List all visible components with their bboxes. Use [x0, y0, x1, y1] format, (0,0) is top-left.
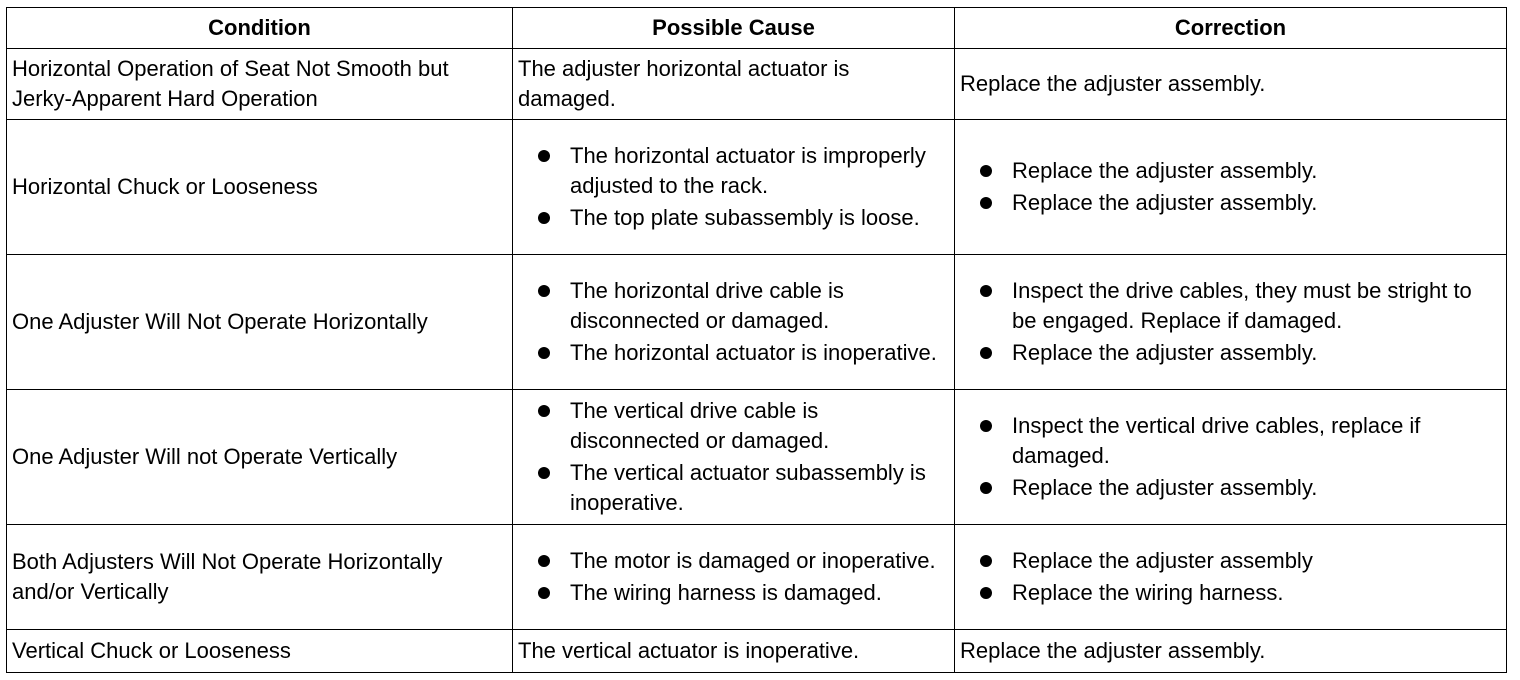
header-correction: Correction	[955, 8, 1507, 49]
bullet-icon	[538, 467, 550, 479]
table-row	[7, 525, 1507, 630]
correction-cell	[955, 525, 1507, 630]
list-item: The top plate subassembly is loose.	[518, 203, 949, 233]
list-item: Replace the wiring harness.	[960, 578, 1501, 608]
bullet-icon	[538, 285, 550, 297]
bullet-icon	[538, 587, 550, 599]
list-item: The vertical actuator subassembly is inoperative.	[518, 458, 949, 518]
correction-cell: Replace the adjuster assembly.	[955, 630, 1507, 673]
cause-list	[518, 276, 949, 368]
cause-cell	[513, 390, 955, 525]
condition-cell: One Adjuster Will Not Operate Horizontally	[7, 255, 513, 390]
bullet-icon	[980, 482, 992, 494]
cause-list	[518, 396, 949, 518]
bullet-icon	[538, 405, 550, 417]
list-item: Replace the adjuster assembly.	[960, 338, 1501, 368]
header-possible-cause: Possible Cause	[513, 8, 955, 49]
bullet-icon	[980, 347, 992, 359]
condition-cell: Horizontal Operation of Seat Not Smooth but Jerky-Apparent Hard Operation	[7, 49, 513, 120]
table-row	[7, 630, 1507, 673]
list-item: Replace the adjuster assembly	[960, 546, 1501, 576]
list-item: The horizontal drive cable is disconnected or damaged.	[518, 276, 949, 336]
list-item: The motor is damaged or inoperative.	[518, 546, 949, 576]
list-item: The wiring harness is damaged.	[518, 578, 949, 608]
bullet-icon	[980, 587, 992, 599]
list-item: Inspect the drive cables, they must be stright to be engaged. Replace if damaged.	[960, 276, 1501, 336]
header-row	[7, 8, 1507, 49]
correction-cell	[955, 120, 1507, 255]
table-row	[7, 390, 1507, 525]
list-item: Replace the adjuster assembly.	[960, 473, 1501, 503]
condition-cell: One Adjuster Will not Operate Vertically	[7, 390, 513, 525]
bullet-icon	[538, 555, 550, 567]
correction-list	[960, 546, 1501, 608]
cause-cell: The adjuster horizontal actuator is damaged.	[513, 49, 955, 120]
list-item: The vertical drive cable is disconnected or damaged.	[518, 396, 949, 456]
bullet-icon	[538, 150, 550, 162]
cause-list	[518, 141, 949, 233]
correction-list	[960, 276, 1501, 368]
list-item: Replace the adjuster assembly.	[960, 156, 1501, 186]
bullet-icon	[980, 555, 992, 567]
cause-cell	[513, 525, 955, 630]
cause-cell: The vertical actuator is inoperative.	[513, 630, 955, 673]
list-item: The horizontal actuator is inoperative.	[518, 338, 949, 368]
list-item: Inspect the vertical drive cables, replace if damaged.	[960, 411, 1501, 471]
header-condition: Condition	[7, 8, 513, 49]
condition-cell: Both Adjusters Will Not Operate Horizontally and/or Vertically	[7, 525, 513, 630]
correction-cell	[955, 390, 1507, 525]
diagnosis-table	[6, 7, 1507, 673]
bullet-icon	[538, 347, 550, 359]
cause-cell	[513, 120, 955, 255]
cause-list	[518, 546, 949, 608]
table-row	[7, 120, 1507, 255]
condition-cell: Horizontal Chuck or Looseness	[7, 120, 513, 255]
bullet-icon	[980, 285, 992, 297]
correction-cell	[955, 255, 1507, 390]
bullet-icon	[980, 165, 992, 177]
correction-cell: Replace the adjuster assembly.	[955, 49, 1507, 120]
correction-list	[960, 411, 1501, 503]
bullet-icon	[538, 212, 550, 224]
condition-cell: Vertical Chuck or Looseness	[7, 630, 513, 673]
cause-cell	[513, 255, 955, 390]
bullet-icon	[980, 197, 992, 209]
correction-list	[960, 156, 1501, 218]
table-row	[7, 49, 1507, 120]
table-row	[7, 255, 1507, 390]
list-item: Replace the adjuster assembly.	[960, 188, 1501, 218]
list-item: The horizontal actuator is improperly adjusted to the rack.	[518, 141, 949, 201]
bullet-icon	[980, 420, 992, 432]
